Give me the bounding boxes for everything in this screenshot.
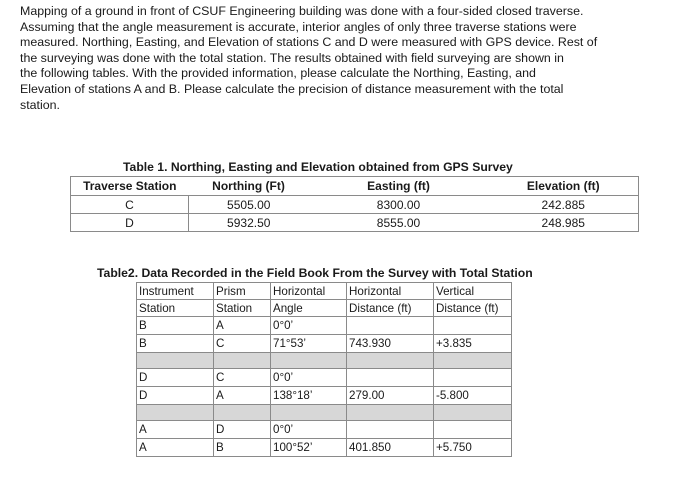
table-cell: 0°0’ — [271, 369, 347, 387]
table-cell: A — [214, 387, 271, 405]
field-book-table — [136, 282, 512, 457]
separator-row — [137, 353, 512, 369]
statement-line: Assuming that the angle measurement is accurate, interior angles of only three traverse stations were — [20, 19, 577, 34]
table-row — [137, 317, 512, 335]
separator-row — [137, 405, 512, 421]
table-cell: 743.930 — [347, 335, 434, 353]
column-header: Horizontal — [271, 283, 347, 300]
table-cell: 71°53’ — [271, 335, 347, 353]
column-header: Northing (Ft) — [189, 177, 309, 196]
column-header: Instrument — [137, 283, 214, 300]
table-cell: C — [71, 196, 189, 214]
column-header: Angle — [271, 300, 347, 317]
table-cell — [434, 317, 512, 335]
table2-caption: Table2. Data Recorded in the Field Book From the Survey with Total Station — [97, 266, 533, 280]
table-row — [137, 335, 512, 353]
column-header: Distance (ft) — [347, 300, 434, 317]
table-header-row — [71, 177, 639, 196]
table-cell — [434, 369, 512, 387]
table-cell: 0°0’ — [271, 421, 347, 439]
table-header-row — [137, 300, 512, 317]
column-header: Traverse Station — [71, 177, 189, 196]
column-header: Distance (ft) — [434, 300, 512, 317]
gps-survey-table — [70, 176, 639, 232]
table-row — [137, 387, 512, 405]
table-cell — [347, 369, 434, 387]
table-cell: B — [137, 317, 214, 335]
statement-line: the surveying was done with the total station. The results obtained with field surveying are shown in — [20, 50, 564, 65]
table-cell — [434, 421, 512, 439]
table-cell: B — [137, 335, 214, 353]
table-row — [137, 369, 512, 387]
table-cell: 242.885 — [489, 196, 639, 214]
column-header: Prism — [214, 283, 271, 300]
table-cell — [347, 421, 434, 439]
table-cell: D — [137, 387, 214, 405]
table-cell: 401.850 — [347, 439, 434, 457]
column-header: Elevation (ft) — [489, 177, 639, 196]
table-cell: +3.835 — [434, 335, 512, 353]
table-header-row — [137, 283, 512, 300]
statement-line: Elevation of stations A and B. Please calculate the precision of distance measurement with the total — [20, 81, 564, 96]
table-cell: 8555.00 — [309, 214, 489, 232]
table-row — [71, 214, 639, 232]
column-header: Vertical — [434, 283, 512, 300]
table-row — [137, 439, 512, 457]
table-cell: C — [214, 369, 271, 387]
table-cell: 8300.00 — [309, 196, 489, 214]
problem-statement — [20, 4, 670, 113]
table-cell: +5.750 — [434, 439, 512, 457]
column-header: Easting (ft) — [309, 177, 489, 196]
statement-line: Mapping of a ground in front of CSUF Engineering building was done with a four-sided closed traverse. — [20, 4, 584, 18]
table-cell — [347, 317, 434, 335]
table-row — [71, 196, 639, 214]
column-header: Station — [137, 300, 214, 317]
table1-caption: Table 1. Northing, Easting and Elevation obtained from GPS Survey — [123, 160, 513, 174]
table-cell: 5932.50 — [189, 214, 309, 232]
table-cell: D — [71, 214, 189, 232]
table-cell: A — [214, 317, 271, 335]
statement-line: measured. Northing, Easting, and Elevation of stations C and D were measured with GPS device. Rest of — [20, 35, 598, 50]
table-cell: 5505.00 — [189, 196, 309, 214]
table-cell: 138°18’ — [271, 387, 347, 405]
table-cell: B — [214, 439, 271, 457]
statement-line: the following tables. With the provided information, please calculate the Northing, Easting, and — [20, 66, 536, 81]
table-cell: 248.985 — [489, 214, 639, 232]
table-cell: 279.00 — [347, 387, 434, 405]
table-cell: D — [214, 421, 271, 439]
table-cell: 0°0’ — [271, 317, 347, 335]
table-row — [137, 421, 512, 439]
table-cell: C — [214, 335, 271, 353]
column-header: Station — [214, 300, 271, 317]
column-header: Horizontal — [347, 283, 434, 300]
table-cell: A — [137, 421, 214, 439]
table-cell: A — [137, 439, 214, 457]
table-cell: -5.800 — [434, 387, 512, 405]
table-cell: 100°52’ — [271, 439, 347, 457]
statement-line: station. — [20, 97, 60, 112]
table-cell: D — [137, 369, 214, 387]
